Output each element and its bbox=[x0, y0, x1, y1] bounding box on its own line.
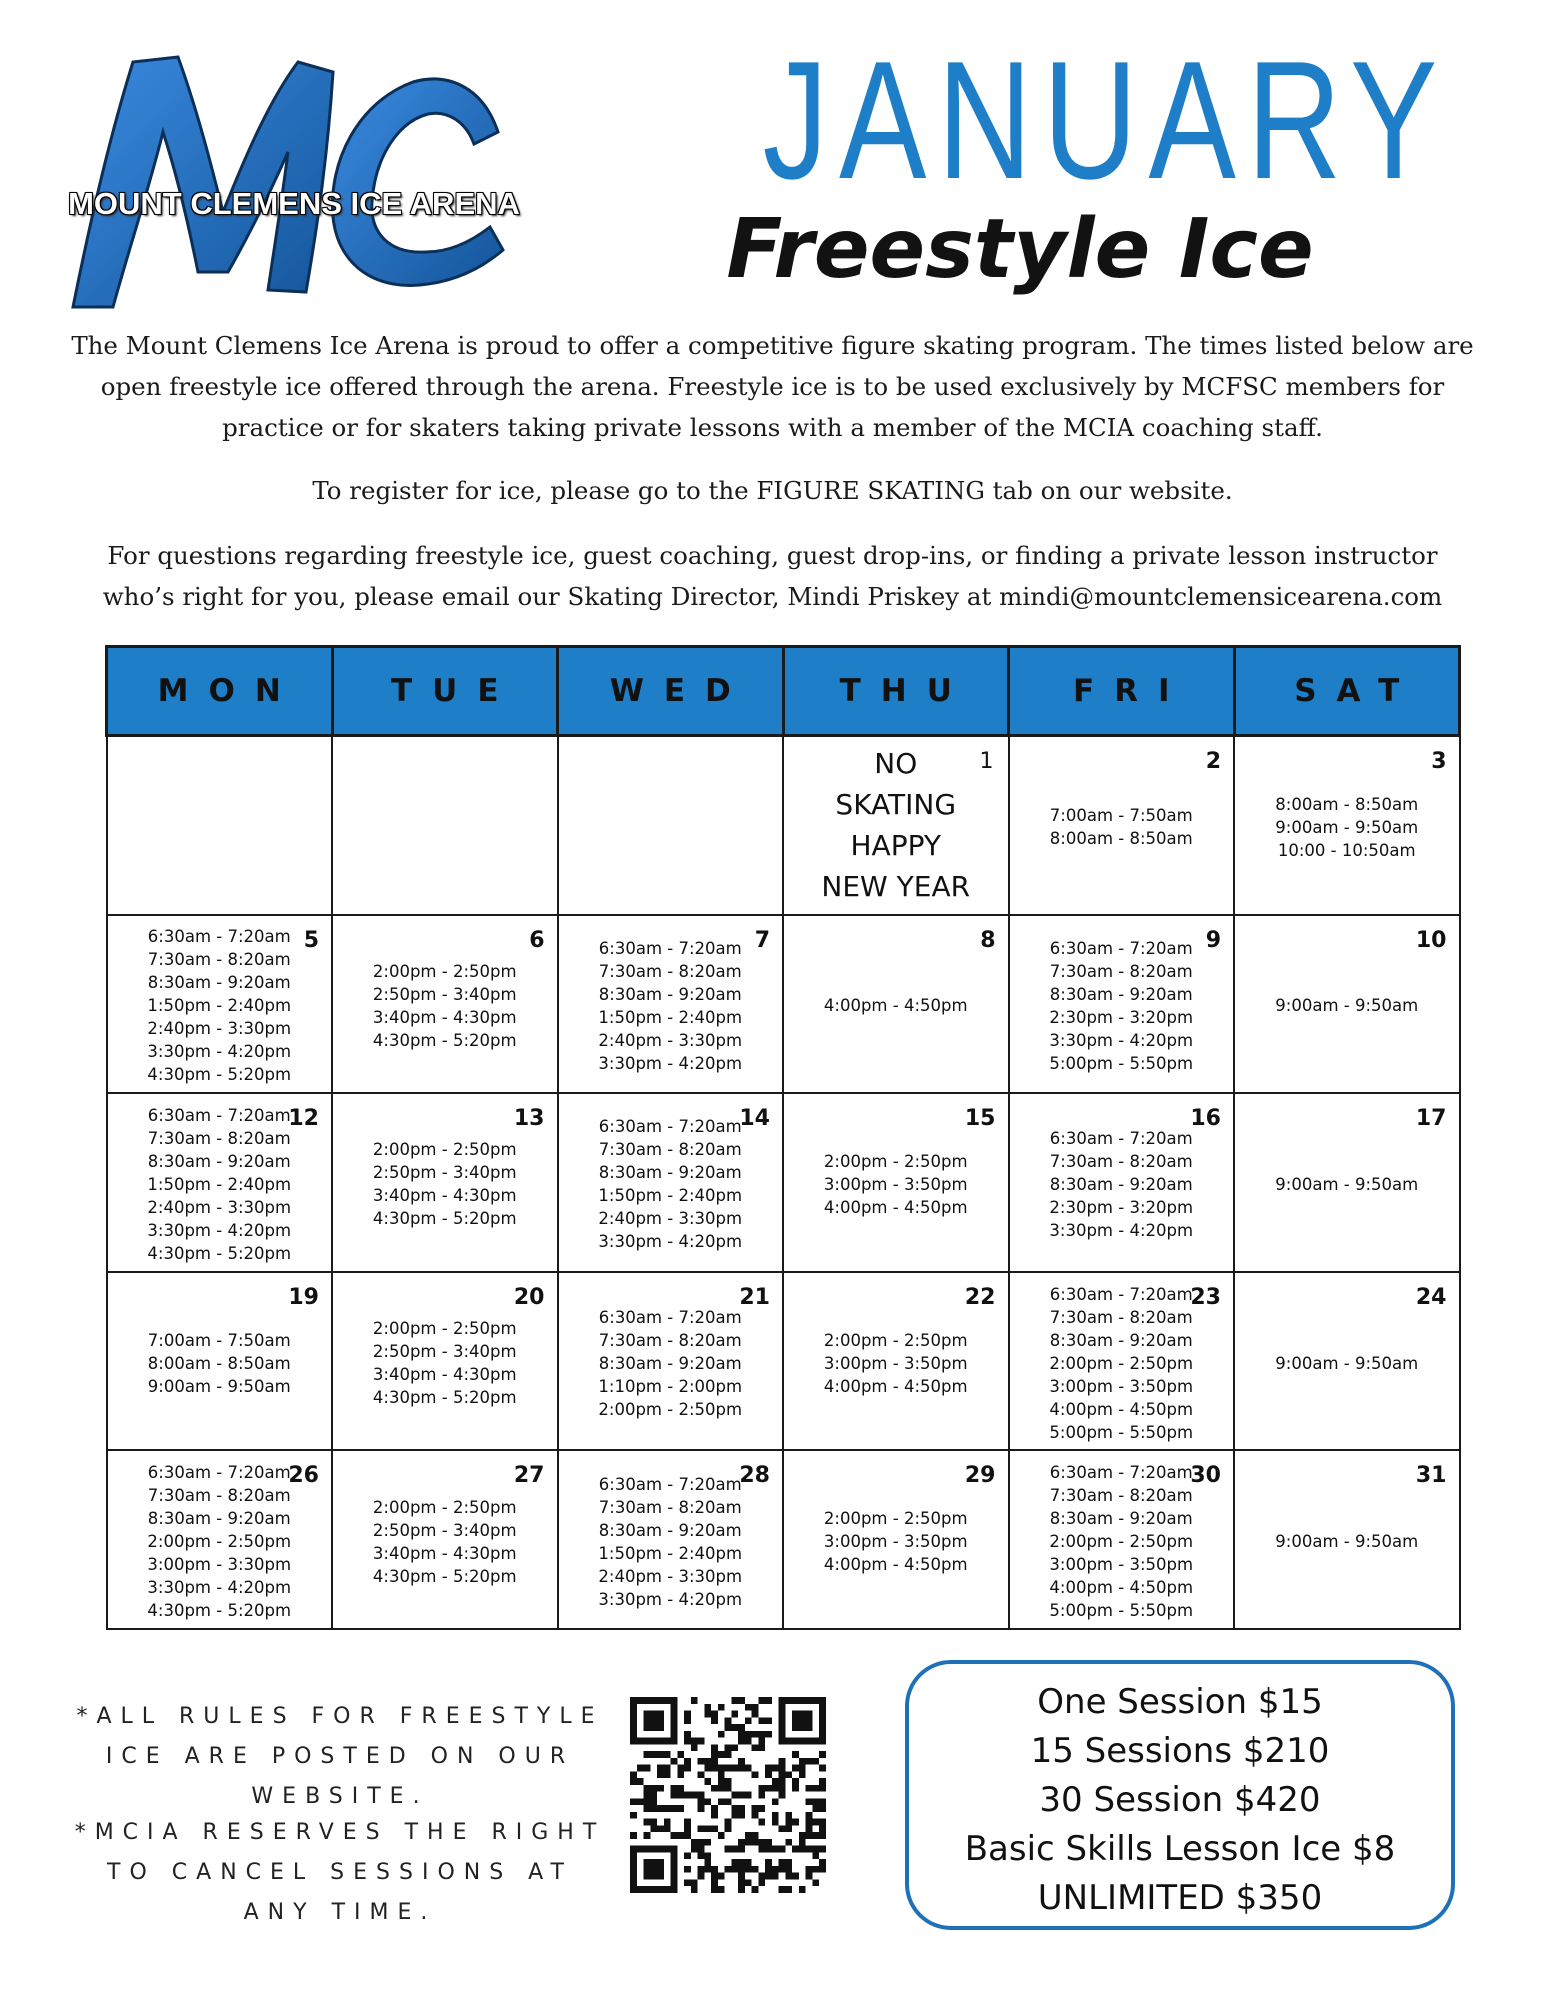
session-time-slot: 8:30am - 9:20am bbox=[147, 1151, 291, 1171]
day-number: 13 bbox=[513, 1106, 545, 1132]
session-time-slot: 2:40pm - 3:30pm bbox=[598, 1030, 743, 1050]
calendar-day-cell bbox=[558, 1450, 784, 1629]
calendar-day-cell bbox=[332, 1272, 558, 1451]
arena-logo bbox=[28, 22, 548, 312]
calendar-body bbox=[107, 736, 1460, 1630]
calendar-day-cell bbox=[1234, 736, 1460, 915]
session-times bbox=[1032, 1279, 1211, 1444]
session-time-slot: 2:50pm - 3:40pm bbox=[372, 1520, 517, 1540]
day-number: 22 bbox=[964, 1284, 996, 1310]
calendar-day-cell bbox=[783, 915, 1009, 1094]
session-times bbox=[1257, 1526, 1436, 1553]
session-time-slot: 2:00pm - 2:50pm bbox=[372, 1140, 517, 1160]
session-time-slot: 2:50pm - 3:40pm bbox=[372, 984, 517, 1004]
session-time-slot: 3:40pm - 4:30pm bbox=[372, 1007, 517, 1027]
day-number: 10 bbox=[1415, 927, 1447, 953]
month-title: JANUARY bbox=[762, 26, 1449, 214]
session-time-slot: 9:00am - 9:50am bbox=[1275, 1353, 1419, 1373]
qr-code-icon[interactable] bbox=[630, 1697, 826, 1893]
session-time-slot: 4:30pm - 5:20pm bbox=[147, 1601, 292, 1621]
session-times bbox=[130, 1100, 309, 1265]
session-time-slot: 2:00pm - 2:50pm bbox=[1049, 1353, 1194, 1373]
page-subtitle: Freestyle Ice bbox=[726, 202, 1314, 297]
calendar-week-row bbox=[107, 1272, 1460, 1451]
session-time-slot: 2:00pm - 2:50pm bbox=[823, 1151, 968, 1171]
session-time-slot: 7:30am - 8:20am bbox=[1049, 1307, 1193, 1327]
session-time-slot: 4:00pm - 4:50pm bbox=[1049, 1399, 1194, 1419]
session-times bbox=[581, 1469, 760, 1611]
session-time-slot: 3:30pm - 4:20pm bbox=[147, 1578, 292, 1598]
session-times bbox=[581, 933, 760, 1075]
calendar-week-row bbox=[107, 1450, 1460, 1629]
session-time-slot: 7:30am - 8:20am bbox=[598, 1330, 742, 1350]
day-number: 30 bbox=[1190, 1463, 1221, 1489]
register-paragraph: To register for ice, please go to the FIGURE SKATING tab on our website. bbox=[312, 476, 1233, 505]
session-times bbox=[355, 1313, 534, 1409]
session-times bbox=[1257, 990, 1436, 1017]
session-time-slot: 2:40pm - 3:30pm bbox=[598, 1566, 743, 1586]
holiday-note-line: SKATING bbox=[835, 788, 957, 822]
price-unlimited: UNLIMITED $350 bbox=[1037, 1878, 1323, 1918]
session-time-slot: 8:00am - 8:50am bbox=[1275, 794, 1419, 814]
session-time-slot: 3:30pm - 4:20pm bbox=[147, 1042, 292, 1062]
session-time-slot: 7:30am - 8:20am bbox=[1049, 961, 1193, 981]
session-times bbox=[806, 1503, 985, 1576]
day-number: 28 bbox=[739, 1463, 770, 1489]
session-time-slot: 1:50pm - 2:40pm bbox=[147, 1174, 292, 1194]
calendar-day-cell bbox=[332, 1450, 558, 1629]
session-times bbox=[1032, 933, 1211, 1075]
session-time-slot: 8:30am - 9:20am bbox=[598, 1520, 742, 1540]
session-time-slot: 2:50pm - 3:40pm bbox=[372, 1163, 517, 1183]
day-number: 1 bbox=[979, 749, 994, 774]
session-time-slot: 1:50pm - 2:40pm bbox=[598, 1007, 743, 1027]
day-number: 7 bbox=[754, 927, 770, 953]
contact-paragraph: For questions regarding freestyle ice, guest coaching, guest drop-ins, or finding a private lesson instructor who’s right for you, please email our Skating Director, Mindi Priskey at mindi@mountclemensicearena.com bbox=[102, 541, 1443, 611]
session-time-slot: 4:30pm - 5:20pm bbox=[372, 1388, 517, 1408]
session-time-slot: 8:30am - 9:20am bbox=[598, 984, 742, 1004]
calendar-week-row bbox=[107, 915, 1460, 1094]
day-number: 3 bbox=[1431, 749, 1447, 774]
day-number: 31 bbox=[1415, 1463, 1447, 1489]
calendar-day-cell bbox=[332, 915, 558, 1094]
session-time-slot: 5:00pm - 5:50pm bbox=[1049, 1053, 1194, 1073]
session-time-slot: 2:40pm - 3:30pm bbox=[598, 1209, 743, 1229]
price-one-session: One Session $15 bbox=[1037, 1682, 1323, 1722]
session-time-slot: 6:30am - 7:20am bbox=[1049, 1128, 1193, 1148]
calendar-day-cell bbox=[783, 1450, 1009, 1629]
session-time-slot: 2:00pm - 2:50pm bbox=[823, 1330, 968, 1350]
calendar-day-cell bbox=[1009, 1272, 1235, 1451]
session-time-slot: 6:30am - 7:20am bbox=[147, 1105, 291, 1125]
session-times bbox=[355, 1134, 534, 1230]
calendar-header-row bbox=[107, 647, 1460, 736]
session-time-slot: 7:00am - 7:50am bbox=[147, 1330, 291, 1350]
session-times bbox=[581, 1302, 760, 1421]
session-time-slot: 4:00pm - 4:50pm bbox=[823, 1555, 968, 1575]
cancel-note: *MCIA RESERVES THE RIGHT TO CANCEL SESSIONS AT ANY TIME. bbox=[74, 1820, 606, 1925]
session-time-slot: 7:30am - 8:20am bbox=[598, 1497, 742, 1517]
day-number: 17 bbox=[1415, 1106, 1447, 1132]
session-time-slot: 6:30am - 7:20am bbox=[598, 1307, 742, 1327]
session-time-slot: 7:30am - 8:20am bbox=[147, 1128, 291, 1148]
session-time-slot: 9:00am - 9:50am bbox=[1275, 1532, 1419, 1552]
day-number: 20 bbox=[513, 1284, 545, 1310]
session-time-slot: 6:30am - 7:20am bbox=[1049, 1284, 1193, 1304]
price-box bbox=[905, 1660, 1455, 1930]
session-time-slot: 3:40pm - 4:30pm bbox=[372, 1186, 517, 1206]
calendar-week-row bbox=[107, 1093, 1460, 1272]
session-time-slot: 4:00pm - 4:50pm bbox=[823, 996, 968, 1016]
session-time-slot: 4:30pm - 5:20pm bbox=[147, 1243, 292, 1263]
day-header-sat: SAT bbox=[1234, 647, 1460, 736]
session-time-slot: 3:30pm - 4:20pm bbox=[1049, 1220, 1194, 1240]
session-times bbox=[1257, 1348, 1436, 1375]
session-time-slot: 3:30pm - 4:20pm bbox=[1049, 1030, 1194, 1050]
session-time-slot: 7:30am - 8:20am bbox=[147, 950, 291, 970]
calendar-day-cell bbox=[107, 1272, 333, 1451]
session-time-slot: 7:30am - 8:20am bbox=[1049, 1486, 1193, 1506]
session-times bbox=[1032, 1123, 1211, 1242]
session-time-slot: 4:30pm - 5:20pm bbox=[372, 1030, 517, 1050]
session-time-slot: 8:00am - 8:50am bbox=[147, 1353, 291, 1373]
session-time-slot: 2:00pm - 2:50pm bbox=[372, 961, 517, 981]
holiday-note-line: HAPPY bbox=[850, 829, 941, 863]
session-time-slot: 2:00pm - 2:50pm bbox=[823, 1509, 968, 1529]
day-number: 14 bbox=[739, 1106, 770, 1132]
calendar-day-cell bbox=[107, 1093, 333, 1272]
session-time-slot: 2:00pm - 2:50pm bbox=[1049, 1532, 1194, 1552]
session-time-slot: 2:00pm - 2:50pm bbox=[372, 1497, 517, 1517]
session-time-slot: 3:30pm - 4:20pm bbox=[598, 1232, 743, 1252]
session-time-slot: 7:00am - 7:50am bbox=[1049, 806, 1193, 826]
day-number: 29 bbox=[964, 1463, 996, 1489]
calendar-day-cell bbox=[1234, 1093, 1460, 1272]
calendar-day-cell bbox=[558, 1272, 784, 1451]
calendar-day-cell bbox=[1234, 1450, 1460, 1629]
session-time-slot: 4:30pm - 5:20pm bbox=[372, 1566, 517, 1586]
session-times bbox=[1032, 800, 1211, 850]
day-number: 16 bbox=[1190, 1106, 1221, 1132]
session-time-slot: 8:30am - 9:20am bbox=[1049, 984, 1193, 1004]
price-basic-skills: Basic Skills Lesson Ice $8 bbox=[964, 1829, 1396, 1869]
calendar-table bbox=[105, 645, 1461, 1630]
calendar-day-cell bbox=[107, 736, 333, 915]
calendar-week-row bbox=[107, 736, 1460, 915]
holiday-note-line: NO bbox=[874, 747, 918, 781]
session-time-slot: 7:30am - 8:20am bbox=[1049, 1151, 1193, 1171]
holiday-note-line: NEW YEAR bbox=[821, 870, 971, 904]
session-time-slot: 4:30pm - 5:20pm bbox=[147, 1065, 292, 1085]
session-time-slot: 7:30am - 8:20am bbox=[598, 1140, 742, 1160]
session-time-slot: 3:00pm - 3:50pm bbox=[1049, 1555, 1194, 1575]
calendar-day-cell bbox=[783, 1272, 1009, 1451]
session-time-slot: 3:00pm - 3:50pm bbox=[823, 1353, 968, 1373]
calendar-day-cell bbox=[558, 736, 784, 915]
session-time-slot: 8:30am - 9:20am bbox=[598, 1163, 742, 1183]
calendar-day-cell bbox=[1009, 736, 1235, 915]
session-time-slot: 3:40pm - 4:30pm bbox=[372, 1543, 517, 1563]
calendar-day-cell bbox=[558, 1093, 784, 1272]
session-time-slot: 1:50pm - 2:40pm bbox=[598, 1543, 743, 1563]
session-time-slot: 3:00pm - 3:50pm bbox=[823, 1532, 968, 1552]
logo-text: MOUNT CLEMENS ICE ARENA bbox=[68, 186, 520, 221]
day-number: 5 bbox=[303, 927, 319, 953]
day-number: 24 bbox=[1415, 1284, 1447, 1310]
session-time-slot: 1:50pm - 2:40pm bbox=[598, 1186, 743, 1206]
session-time-slot: 6:30am - 7:20am bbox=[1049, 938, 1193, 958]
session-times bbox=[581, 1111, 760, 1253]
session-time-slot: 9:00am - 9:50am bbox=[1275, 1174, 1419, 1194]
session-time-slot: 6:30am - 7:20am bbox=[598, 938, 742, 958]
session-time-slot: 2:00pm - 2:50pm bbox=[372, 1319, 517, 1339]
calendar-day-cell bbox=[107, 1450, 333, 1629]
session-time-slot: 2:50pm - 3:40pm bbox=[372, 1342, 517, 1362]
calendar-day-cell bbox=[1234, 915, 1460, 1094]
session-time-slot: 3:30pm - 4:20pm bbox=[147, 1220, 292, 1240]
session-time-slot: 3:00pm - 3:30pm bbox=[147, 1555, 292, 1575]
calendar-day-cell bbox=[783, 1093, 1009, 1272]
session-time-slot: 7:30am - 8:20am bbox=[598, 961, 742, 981]
session-time-slot: 4:00pm - 4:50pm bbox=[823, 1197, 968, 1217]
session-time-slot: 6:30am - 7:20am bbox=[598, 1117, 742, 1137]
day-header-tue: TUE bbox=[332, 647, 558, 736]
mc-logo-letters-icon bbox=[28, 22, 548, 312]
calendar-day-cell bbox=[1009, 1450, 1235, 1629]
session-time-slot: 4:30pm - 5:20pm bbox=[372, 1209, 517, 1229]
session-time-slot: 8:30am - 9:20am bbox=[147, 973, 291, 993]
session-time-slot: 4:00pm - 4:50pm bbox=[1049, 1578, 1194, 1598]
day-number: 6 bbox=[529, 927, 545, 953]
session-times bbox=[130, 1325, 309, 1398]
session-time-slot: 8:30am - 9:20am bbox=[1049, 1174, 1193, 1194]
session-time-slot: 4:00pm - 4:50pm bbox=[823, 1376, 968, 1396]
day-number: 8 bbox=[980, 927, 996, 953]
day-number: 19 bbox=[288, 1284, 319, 1310]
session-time-slot: 8:30am - 9:20am bbox=[1049, 1330, 1193, 1350]
session-times bbox=[1257, 789, 1436, 862]
day-header-thu: THU bbox=[783, 647, 1009, 736]
session-time-slot: 2:30pm - 3:20pm bbox=[1049, 1007, 1194, 1027]
calendar-day-cell bbox=[783, 736, 1009, 915]
calendar-day-cell bbox=[107, 915, 333, 1094]
day-number: 23 bbox=[1190, 1284, 1221, 1310]
session-time-slot: 6:30am - 7:20am bbox=[1049, 1463, 1193, 1483]
day-number: 27 bbox=[513, 1463, 545, 1489]
session-time-slot: 2:00pm - 2:50pm bbox=[147, 1532, 292, 1552]
day-header-mon: MON bbox=[107, 647, 333, 736]
session-times bbox=[1032, 1457, 1211, 1622]
session-time-slot: 3:00pm - 3:50pm bbox=[823, 1174, 968, 1194]
session-times bbox=[1257, 1169, 1436, 1196]
session-times bbox=[806, 990, 985, 1017]
holiday-note bbox=[804, 743, 987, 907]
calendar-day-cell bbox=[1234, 1272, 1460, 1451]
session-time-slot: 3:40pm - 4:30pm bbox=[372, 1365, 517, 1385]
session-time-slot: 8:30am - 9:20am bbox=[1049, 1509, 1193, 1529]
session-time-slot: 3:00pm - 3:50pm bbox=[1049, 1376, 1194, 1396]
session-time-slot: 2:30pm - 3:20pm bbox=[1049, 1197, 1194, 1217]
session-time-slot: 7:30am - 8:20am bbox=[147, 1486, 291, 1506]
calendar-day-cell bbox=[1009, 1093, 1235, 1272]
session-time-slot: 2:40pm - 3:30pm bbox=[147, 1019, 292, 1039]
session-time-slot: 10:00 - 10:50am bbox=[1277, 840, 1416, 860]
intro-paragraph: The Mount Clemens Ice Arena is proud to offer a competitive figure skating program. The times listed below are open freestyle ice offered through the arena. Freestyle ice is to be used exclusively by MCFSC members for practice or for skaters taking private lessons with a member of the MCIA coaching staff. bbox=[71, 331, 1474, 442]
rules-note: *ALL RULES FOR FREESTYLE ICE ARE POSTED ON OUR WEBSITE. bbox=[76, 1704, 604, 1809]
session-time-slot: 8:00am - 8:50am bbox=[1049, 829, 1193, 849]
session-time-slot: 1:50pm - 2:40pm bbox=[147, 996, 292, 1016]
session-time-slot: 2:00pm - 2:50pm bbox=[598, 1399, 743, 1419]
session-time-slot: 6:30am - 7:20am bbox=[147, 927, 291, 947]
session-time-slot: 5:00pm - 5:50pm bbox=[1049, 1601, 1194, 1621]
session-time-slot: 9:00am - 9:50am bbox=[1275, 817, 1419, 837]
calendar-day-cell bbox=[332, 736, 558, 915]
day-number: 2 bbox=[1205, 749, 1221, 774]
session-times bbox=[806, 1325, 985, 1398]
session-times bbox=[806, 1146, 985, 1219]
session-time-slot: 8:30am - 9:20am bbox=[147, 1509, 291, 1529]
session-times bbox=[130, 1457, 309, 1622]
price-30-sessions: 30 Session $420 bbox=[1039, 1780, 1321, 1820]
day-number: 12 bbox=[288, 1106, 319, 1132]
calendar-day-cell bbox=[1009, 915, 1235, 1094]
day-number: 26 bbox=[288, 1463, 319, 1489]
calendar-day-cell bbox=[332, 1093, 558, 1272]
session-times bbox=[130, 921, 309, 1086]
calendar-day-cell bbox=[558, 915, 784, 1094]
day-header-wed: WED bbox=[558, 647, 784, 736]
price-15-sessions: 15 Sessions $210 bbox=[1030, 1731, 1330, 1771]
session-time-slot: 6:30am - 7:20am bbox=[147, 1463, 291, 1483]
session-time-slot: 1:10pm - 2:00pm bbox=[598, 1376, 743, 1396]
session-time-slot: 9:00am - 9:50am bbox=[1275, 996, 1419, 1016]
session-time-slot: 8:30am - 9:20am bbox=[598, 1353, 742, 1373]
day-number: 9 bbox=[1205, 927, 1221, 953]
session-times bbox=[355, 956, 534, 1052]
day-number: 15 bbox=[964, 1106, 996, 1132]
day-number: 21 bbox=[739, 1284, 770, 1310]
session-time-slot: 2:40pm - 3:30pm bbox=[147, 1197, 292, 1217]
session-time-slot: 3:30pm - 4:20pm bbox=[598, 1053, 743, 1073]
session-time-slot: 6:30am - 7:20am bbox=[598, 1474, 742, 1494]
day-header-fri: FRI bbox=[1009, 647, 1235, 736]
session-times bbox=[355, 1492, 534, 1588]
session-time-slot: 3:30pm - 4:20pm bbox=[598, 1589, 743, 1609]
session-time-slot: 5:00pm - 5:50pm bbox=[1049, 1422, 1194, 1442]
session-time-slot: 9:00am - 9:50am bbox=[147, 1376, 291, 1396]
